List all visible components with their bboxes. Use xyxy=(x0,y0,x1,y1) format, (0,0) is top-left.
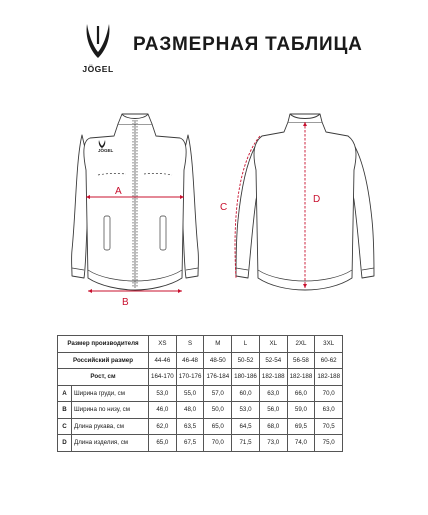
value-cell: 65,0 xyxy=(204,418,232,435)
size-cell: XL xyxy=(259,336,287,353)
table-row xyxy=(58,402,343,419)
row-label: Длина рукава, см xyxy=(72,418,149,435)
row-letter: A xyxy=(58,385,72,402)
value-cell: 55,0 xyxy=(176,385,204,402)
value-cell: 70,0 xyxy=(315,385,343,402)
row-letter: C xyxy=(58,418,72,435)
value-cell: 75,0 xyxy=(315,435,343,452)
value-cell: 65,0 xyxy=(149,435,177,452)
size-cell: M xyxy=(204,336,232,353)
table-row xyxy=(58,418,343,435)
row-label: Длина изделия, см xyxy=(72,435,149,452)
label-a: A xyxy=(115,186,122,197)
value-cell: 56,0 xyxy=(259,402,287,419)
height-cell: 176-184 xyxy=(204,369,232,386)
value-cell: 74,0 xyxy=(287,435,315,452)
jacket-diagram xyxy=(60,100,390,320)
height-cell: 164-170 xyxy=(149,369,177,386)
value-cell: 64,5 xyxy=(232,418,260,435)
front-logo-text: JÖGEL xyxy=(98,148,114,153)
ru-size-cell: 48-50 xyxy=(204,352,232,369)
value-cell: 67,5 xyxy=(176,435,204,452)
value-cell: 63,5 xyxy=(176,418,204,435)
height-cell: 182-188 xyxy=(287,369,315,386)
header xyxy=(0,0,428,90)
ru-size-cell: 46-48 xyxy=(176,352,204,369)
label-c: C xyxy=(220,202,228,213)
ru-label: Российский размер xyxy=(58,352,149,369)
jogel-logo-icon xyxy=(84,22,112,62)
table-row-header xyxy=(58,336,343,353)
row-letter: B xyxy=(58,402,72,419)
row-label: Ширина груди, см xyxy=(72,385,149,402)
value-cell: 63,0 xyxy=(259,385,287,402)
height-cell: 180-186 xyxy=(232,369,260,386)
size-cell: XS xyxy=(149,336,177,353)
value-cell: 71,5 xyxy=(232,435,260,452)
brand-name: JÖGEL xyxy=(82,64,114,74)
value-cell: 59,0 xyxy=(287,402,315,419)
table-row xyxy=(58,435,343,452)
value-cell: 48,0 xyxy=(176,402,204,419)
height-cell: 182-188 xyxy=(315,369,343,386)
table-row-height xyxy=(58,369,343,386)
height-cell: 170-176 xyxy=(176,369,204,386)
table-row-ru xyxy=(58,352,343,369)
size-cell: L xyxy=(232,336,260,353)
brand-logo xyxy=(78,22,118,80)
header-label: Размер производителя xyxy=(58,336,149,353)
ru-size-cell: 50-52 xyxy=(232,352,260,369)
value-cell: 70,0 xyxy=(204,435,232,452)
value-cell: 66,0 xyxy=(287,385,315,402)
value-cell: 63,0 xyxy=(315,402,343,419)
height-label: Рост, см xyxy=(58,369,149,386)
value-cell: 73,0 xyxy=(259,435,287,452)
value-cell: 53,0 xyxy=(149,385,177,402)
page-title: РАЗМЕРНАЯ ТАБЛИЦА xyxy=(133,34,363,55)
ru-size-cell: 56-58 xyxy=(287,352,315,369)
value-cell: 70,5 xyxy=(315,418,343,435)
ru-size-cell: 52-54 xyxy=(259,352,287,369)
size-table xyxy=(57,335,343,452)
size-cell: S xyxy=(176,336,204,353)
row-letter: D xyxy=(58,435,72,452)
value-cell: 53,0 xyxy=(232,402,260,419)
size-cell: 2XL xyxy=(287,336,315,353)
value-cell: 60,0 xyxy=(232,385,260,402)
value-cell: 50,0 xyxy=(204,402,232,419)
value-cell: 57,0 xyxy=(204,385,232,402)
ru-size-cell: 60-62 xyxy=(315,352,343,369)
size-cell: 3XL xyxy=(315,336,343,353)
value-cell: 68,0 xyxy=(259,418,287,435)
value-cell: 62,0 xyxy=(149,418,177,435)
row-label: Ширина по низу, см xyxy=(72,402,149,419)
value-cell: 69,5 xyxy=(287,418,315,435)
value-cell: 46,0 xyxy=(149,402,177,419)
label-b: B xyxy=(122,297,129,308)
ru-size-cell: 44-46 xyxy=(149,352,177,369)
table-row xyxy=(58,385,343,402)
height-cell: 182-188 xyxy=(259,369,287,386)
label-d: D xyxy=(313,194,321,205)
